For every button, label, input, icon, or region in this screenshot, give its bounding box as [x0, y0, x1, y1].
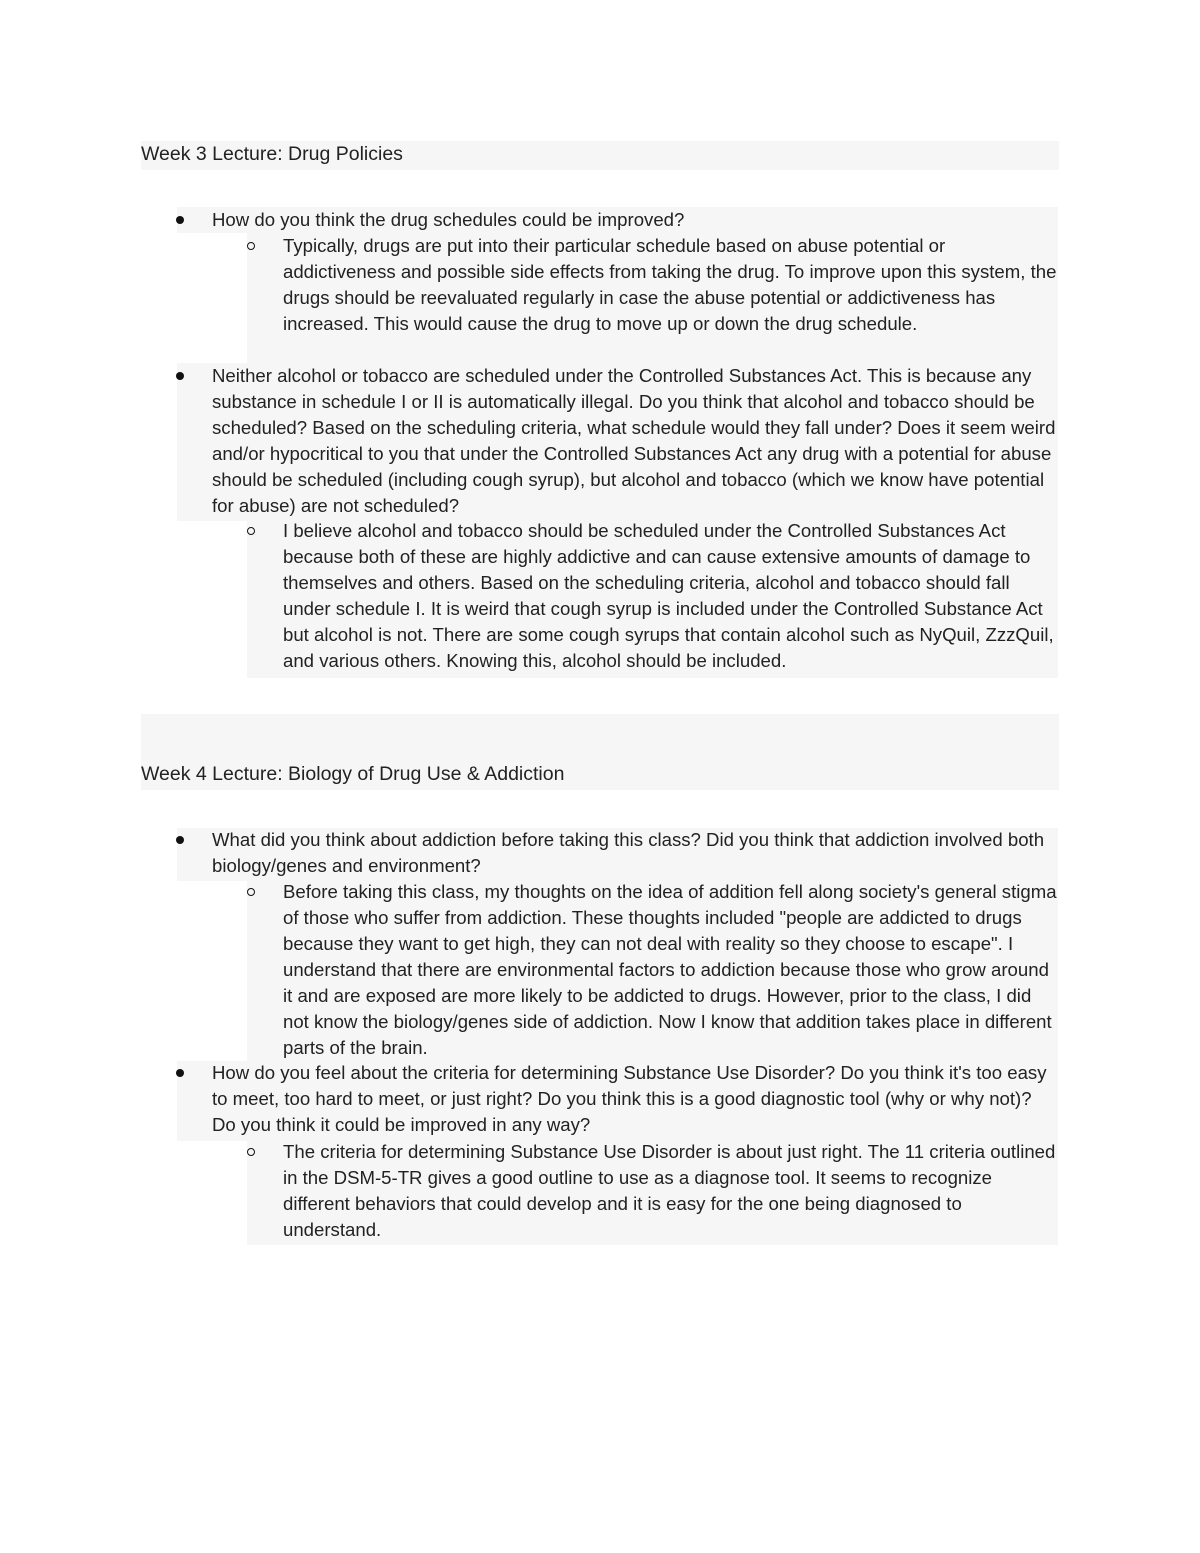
question-item: [212, 1060, 1058, 1138]
question-text: How do you think the drug schedules could be improved?: [212, 209, 685, 230]
bullet-icon: [176, 216, 184, 224]
answer-text: Typically, drugs are put into their particular schedule based on abuse potential or addictiveness and possible side effects from taking the drug. To improve upon this system, the drugs should be reevaluated regularly in case the abuse potential or addictiveness has increased. This would cause the drug to move up or down the drug schedule.: [283, 235, 1057, 334]
section-heading: Week 3 Lecture: Drug Policies: [141, 143, 403, 165]
hollow-bullet-icon: [247, 527, 255, 535]
question-text: How do you feel about the criteria for determining Substance Use Disorder? Do you think it's too easy to meet, too hard to meet, or just right? Do you think this is a good diagnostic tool (why or why not)? Do you think it could be improved in any way?: [212, 1062, 1047, 1135]
hollow-bullet-icon: [247, 888, 255, 896]
section-heading: Week 4 Lecture: Biology of Drug Use & Addiction: [141, 763, 565, 785]
question-item: [212, 207, 1058, 233]
hollow-bullet-icon: [247, 242, 255, 250]
question-item: [212, 363, 1058, 519]
bullet-icon: [176, 372, 184, 380]
answer-text: Before taking this class, my thoughts on the idea of addition fell along society's general stigma of those who suffer from addiction. These thoughts included "people are addicted to drugs because they want to get high, they can not deal with reality so they choose to escape". I understand that there are environmental factors to addiction because those who grow around it and are exposed are more likely to be addicted to drugs. However, prior to the class, I did not know the biology/genes side of addiction. Now I know that addition takes place in different parts of the brain.: [283, 881, 1057, 1058]
answer-item: [283, 1139, 1058, 1243]
answer-text: I believe alcohol and tobacco should be scheduled under the Controlled Substances Act because both of these are highly addictive and can cause extensive amounts of damage to themselves and others. Based on the scheduling criteria, alcohol and tobacco should fall under schedule I. It is weird that cough syrup is included under the Controlled Substance Act but alcohol is not. There are some cough syrups that contain alcohol such as NyQuil, ZzzQuil, and various others. Knowing this, alcohol should be included.: [283, 520, 1054, 671]
question-item: [212, 827, 1058, 879]
question-text: What did you think about addiction before taking this class? Did you think that addiction involved both biology/genes and environment?: [212, 829, 1045, 876]
answer-text: The criteria for determining Substance Use Disorder is about just right. The 11 criteria outlined in the DSM-5-TR gives a good outline to use as a diagnose tool. It seems to recognize different behaviors that could develop and it is easy for the one being diagnosed to understand.: [283, 1141, 1056, 1240]
answer-item: [283, 879, 1058, 1061]
answer-item: [283, 233, 1058, 337]
hollow-bullet-icon: [247, 1148, 255, 1156]
question-text: Neither alcohol or tobacco are scheduled under the Controlled Substances Act. This is because any substance in schedule I or II is automatically illegal. Do you think that alcohol and tobacco should be scheduled? Based on the scheduling criteria, what schedule would they fall under? Does it seem weird and/or hypocritical to you that under the Controlled Substances Act any drug with a potential for abuse should be scheduled (including cough syrup), but alcohol and tobacco (which we know have potential for abuse) are not scheduled?: [212, 365, 1056, 516]
bullet-icon: [176, 836, 184, 844]
answer-item: [283, 518, 1058, 674]
bullet-icon: [176, 1069, 184, 1077]
